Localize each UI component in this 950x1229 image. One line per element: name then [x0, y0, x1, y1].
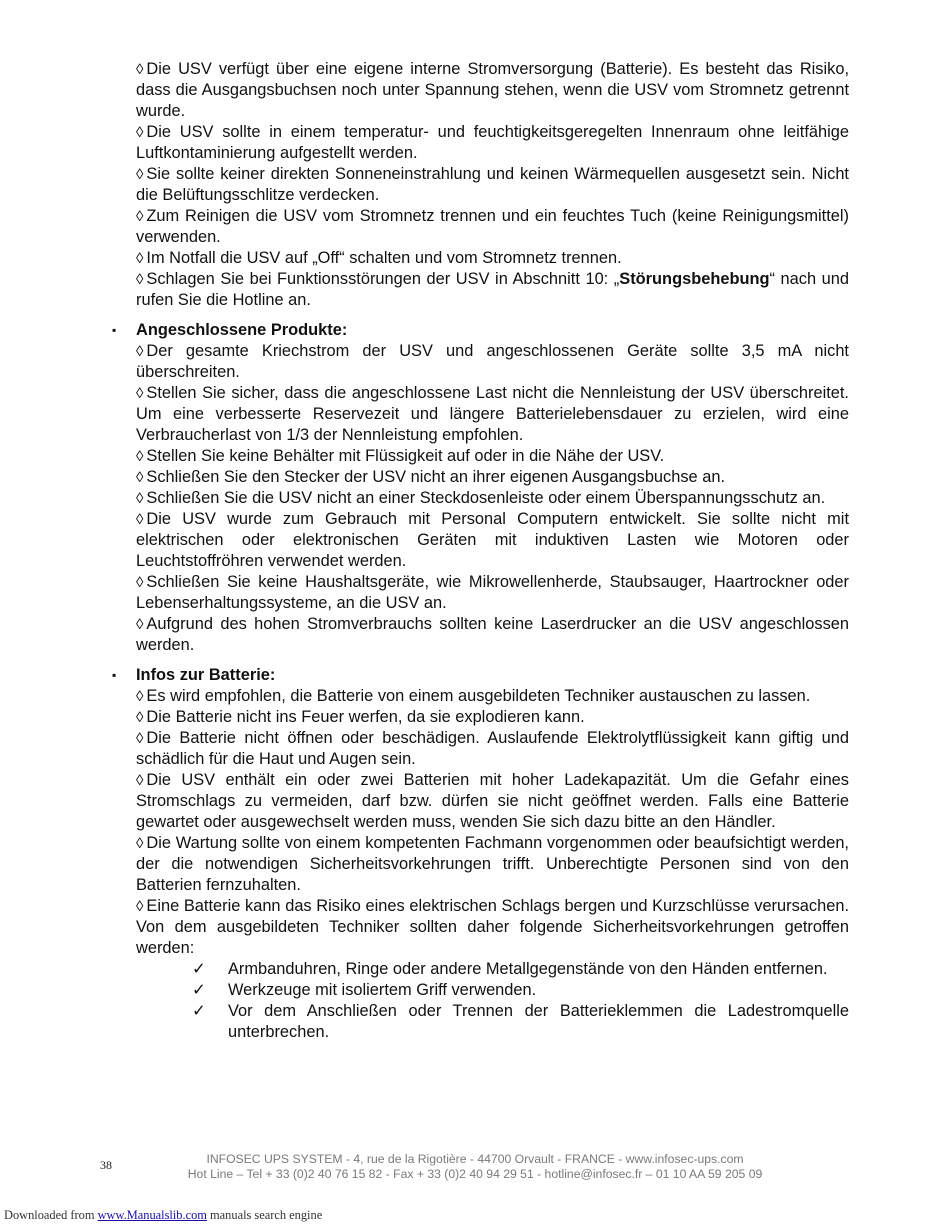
- square-bullet-icon: ▪: [112, 323, 117, 337]
- section-connected-products: [112, 320, 849, 656]
- diamond-icon: ◊: [136, 490, 144, 507]
- item-text: Die Wartung sollte von einem kompetenten Fachmann vorgenommen oder beaufsichtigt werden, der die notwendigen Sicherheitsvorkehrungen trifft. Unberechtigte Personen sind von den Batterien fernzuhalten.: [136, 834, 849, 894]
- list-item: [136, 707, 849, 728]
- list-item: [136, 572, 849, 614]
- paragraph-text-end: “ nach und rufen Sie die Hotline an.: [136, 270, 849, 309]
- list-item: [136, 467, 849, 488]
- diamond-icon: ◊: [136, 124, 144, 141]
- diamond-icon: ◊: [136, 469, 144, 486]
- item-text: Schließen Sie den Stecker der USV nicht an ihrer eigenen Ausgangsbuchse an.: [146, 468, 726, 486]
- list-item: [136, 446, 849, 467]
- section-title: Infos zur Batterie:: [136, 666, 276, 684]
- manualslib-link[interactable]: www.Manualslib.com: [97, 1208, 207, 1222]
- item-text: Die Batterie nicht ins Feuer werfen, da sie explodieren kann.: [146, 708, 585, 726]
- list-item: [136, 896, 849, 959]
- diamond-icon: ◊: [136, 511, 144, 528]
- checkmark-icon: ✓: [192, 981, 206, 999]
- list-item: [136, 383, 849, 446]
- list-item: [136, 488, 849, 509]
- item-text: Stellen Sie keine Behälter mit Flüssigkeit auf oder in die Nähe der USV.: [146, 447, 665, 465]
- intro-paragraph: [136, 122, 849, 164]
- diamond-icon: ◊: [136, 166, 144, 183]
- list-item: [136, 614, 849, 656]
- intro-paragraph: [136, 248, 849, 269]
- item-text: Eine Batterie kann das Risiko eines elektrischen Schlags bergen und Kurzschlüsse verursachen. Von dem ausgebildeten Techniker sollten daher folgende Sicherheitsvorkehrungen getroffen werden:: [136, 897, 849, 957]
- item-text: Schließen Sie die USV nicht an einer Steckdosenleiste oder einem Überspannungsschutz an.: [146, 489, 826, 507]
- square-bullet-icon: ▪: [112, 668, 117, 682]
- paragraph-text: Die USV sollte in einem temperatur- und feuchtigkeitsgeregelten Innenraum ohne leitfähige Luftkontaminierung aufgestellt werden.: [136, 123, 849, 162]
- item-text: Die Batterie nicht öffnen oder beschädigen. Auslaufende Elektrolytflüssigkeit kann giftig und schädlich für die Haut und Augen sein.: [136, 729, 849, 768]
- safety-checklist: [192, 959, 849, 1043]
- item-text: Stellen Sie sicher, dass die angeschlossene Last nicht die Nennleistung der USV überschreitet. Um eine verbesserte Reservezeit und längere Batterielebensdauer zu erzielen, wird eine Verbraucherlast von 1/3 der Nennleistung empfohlen.: [136, 384, 849, 444]
- diamond-icon: ◊: [136, 271, 144, 288]
- diamond-icon: ◊: [136, 250, 144, 267]
- diamond-icon: ◊: [136, 616, 144, 633]
- item-text: Die USV wurde zum Gebrauch mit Personal Computern entwickelt. Sie sollte nicht mit elektrischen oder elektronischen Geräten mit induktiven Lasten wie Motoren oder Leuchtstoffröhren verwendet werden.: [136, 510, 849, 570]
- checklist-text: Werkzeuge mit isoliertem Griff verwenden.: [228, 981, 537, 999]
- paragraph-text: Sie sollte keiner direkten Sonneneinstrahlung und keinen Wärmequellen ausgesetzt sein. Nicht die Belüftungsschlitze verdecken.: [136, 165, 849, 204]
- diamond-icon: ◊: [136, 709, 144, 726]
- page-content: [112, 59, 849, 1043]
- paragraph-text-start: Schlagen Sie bei Funktionsstörungen der USV in Abschnitt 10: „: [146, 270, 620, 288]
- troubleshooting-reference: Störungsbehebung: [619, 270, 770, 288]
- paragraph-text: Im Notfall die USV auf „Off“ schalten und vom Stromnetz trennen.: [146, 249, 622, 267]
- diamond-icon: ◊: [136, 61, 144, 78]
- checklist-item: [192, 980, 849, 1001]
- paragraph-text: Zum Reinigen die USV vom Stromnetz trennen und ein feuchtes Tuch (keine Reinigungsmittel) verwenden.: [136, 207, 849, 246]
- download-notice: [4, 1208, 322, 1223]
- list-item: [136, 728, 849, 770]
- diamond-icon: ◊: [136, 835, 144, 852]
- intro-paragraph: [136, 206, 849, 248]
- item-text: Schließen Sie keine Haushaltsgeräte, wie Mikrowellenherde, Staubsauger, Haartrockner oder Lebenserhaltungssysteme, an die USV an.: [136, 573, 849, 612]
- diamond-icon: ◊: [136, 343, 144, 360]
- page-number: 38: [100, 1158, 112, 1172]
- item-text: Es wird empfohlen, die Batterie von einem ausgebildeten Techniker austauschen zu lassen.: [146, 687, 811, 705]
- list-item: [136, 833, 849, 896]
- diamond-icon: ◊: [136, 385, 144, 402]
- section-title: Angeschlossene Produkte:: [136, 321, 348, 339]
- list-item: [136, 686, 849, 707]
- footer-address: INFOSEC UPS SYSTEM - 4, rue de la Rigotière - 44700 Orvault - FRANCE - www.infosec-ups.com: [206, 1152, 744, 1166]
- diamond-icon: ◊: [136, 772, 144, 789]
- item-text: Der gesamte Kriechstrom der USV und angeschlossenen Geräte sollte 3,5 mA nicht überschreiten.: [136, 342, 849, 381]
- list-item: [136, 509, 849, 572]
- checklist-text: Armbanduhren, Ringe oder andere Metallgegenstände von den Händen entfernen.: [228, 960, 828, 978]
- download-prefix: Downloaded from: [4, 1208, 98, 1222]
- checklist-item: [192, 1001, 849, 1043]
- intro-paragraph: [136, 269, 849, 311]
- paragraph-text: Die USV verfügt über eine eigene interne Stromversorgung (Batterie). Es besteht das Risiko, dass die Ausgangsbuchsen noch unter Spannung stehen, wenn die USV vom Stromnetz getrennt wurde.: [136, 60, 849, 120]
- diamond-icon: ◊: [136, 688, 144, 705]
- footer-contact: Hot Line – Tel + 33 (0)2 40 76 15 82 - Fax + 33 (0)2 40 94 29 51 - hotline@infosec.fr – 01 10 AA 59 205 09: [187, 1167, 763, 1181]
- diamond-icon: ◊: [136, 208, 144, 225]
- download-suffix: manuals search engine: [206, 1208, 323, 1222]
- list-item: [136, 341, 849, 383]
- item-text: Die USV enthält ein oder zwei Batterien mit hoher Ladekapazität. Um die Gefahr eines Stromschlags zu vermeiden, darf bzw. dürfen sie nicht geöffnet werden. Falls eine Batterie gewartet oder ausgewechselt werden muss, wenden Sie sich dazu bitte an den Händler.: [136, 771, 849, 831]
- checkmark-icon: ✓: [192, 1002, 206, 1020]
- diamond-icon: ◊: [136, 730, 144, 747]
- intro-paragraph: [136, 59, 849, 122]
- checklist-item: [192, 959, 849, 980]
- page-footer: [170, 1152, 780, 1182]
- list-item: [136, 770, 849, 833]
- diamond-icon: ◊: [136, 898, 144, 915]
- section-battery-info: [112, 665, 849, 1043]
- checklist-text: Vor dem Anschließen oder Trennen der Batterieklemmen die Ladestromquelle unterbrechen.: [228, 1002, 849, 1041]
- intro-paragraph: [136, 164, 849, 206]
- item-text: Aufgrund des hohen Stromverbrauchs sollten keine Laserdrucker an die USV angeschlossen werden.: [136, 615, 849, 654]
- intro-block: [136, 59, 849, 311]
- diamond-icon: ◊: [136, 574, 144, 591]
- checkmark-icon: ✓: [192, 960, 206, 978]
- diamond-icon: ◊: [136, 448, 144, 465]
